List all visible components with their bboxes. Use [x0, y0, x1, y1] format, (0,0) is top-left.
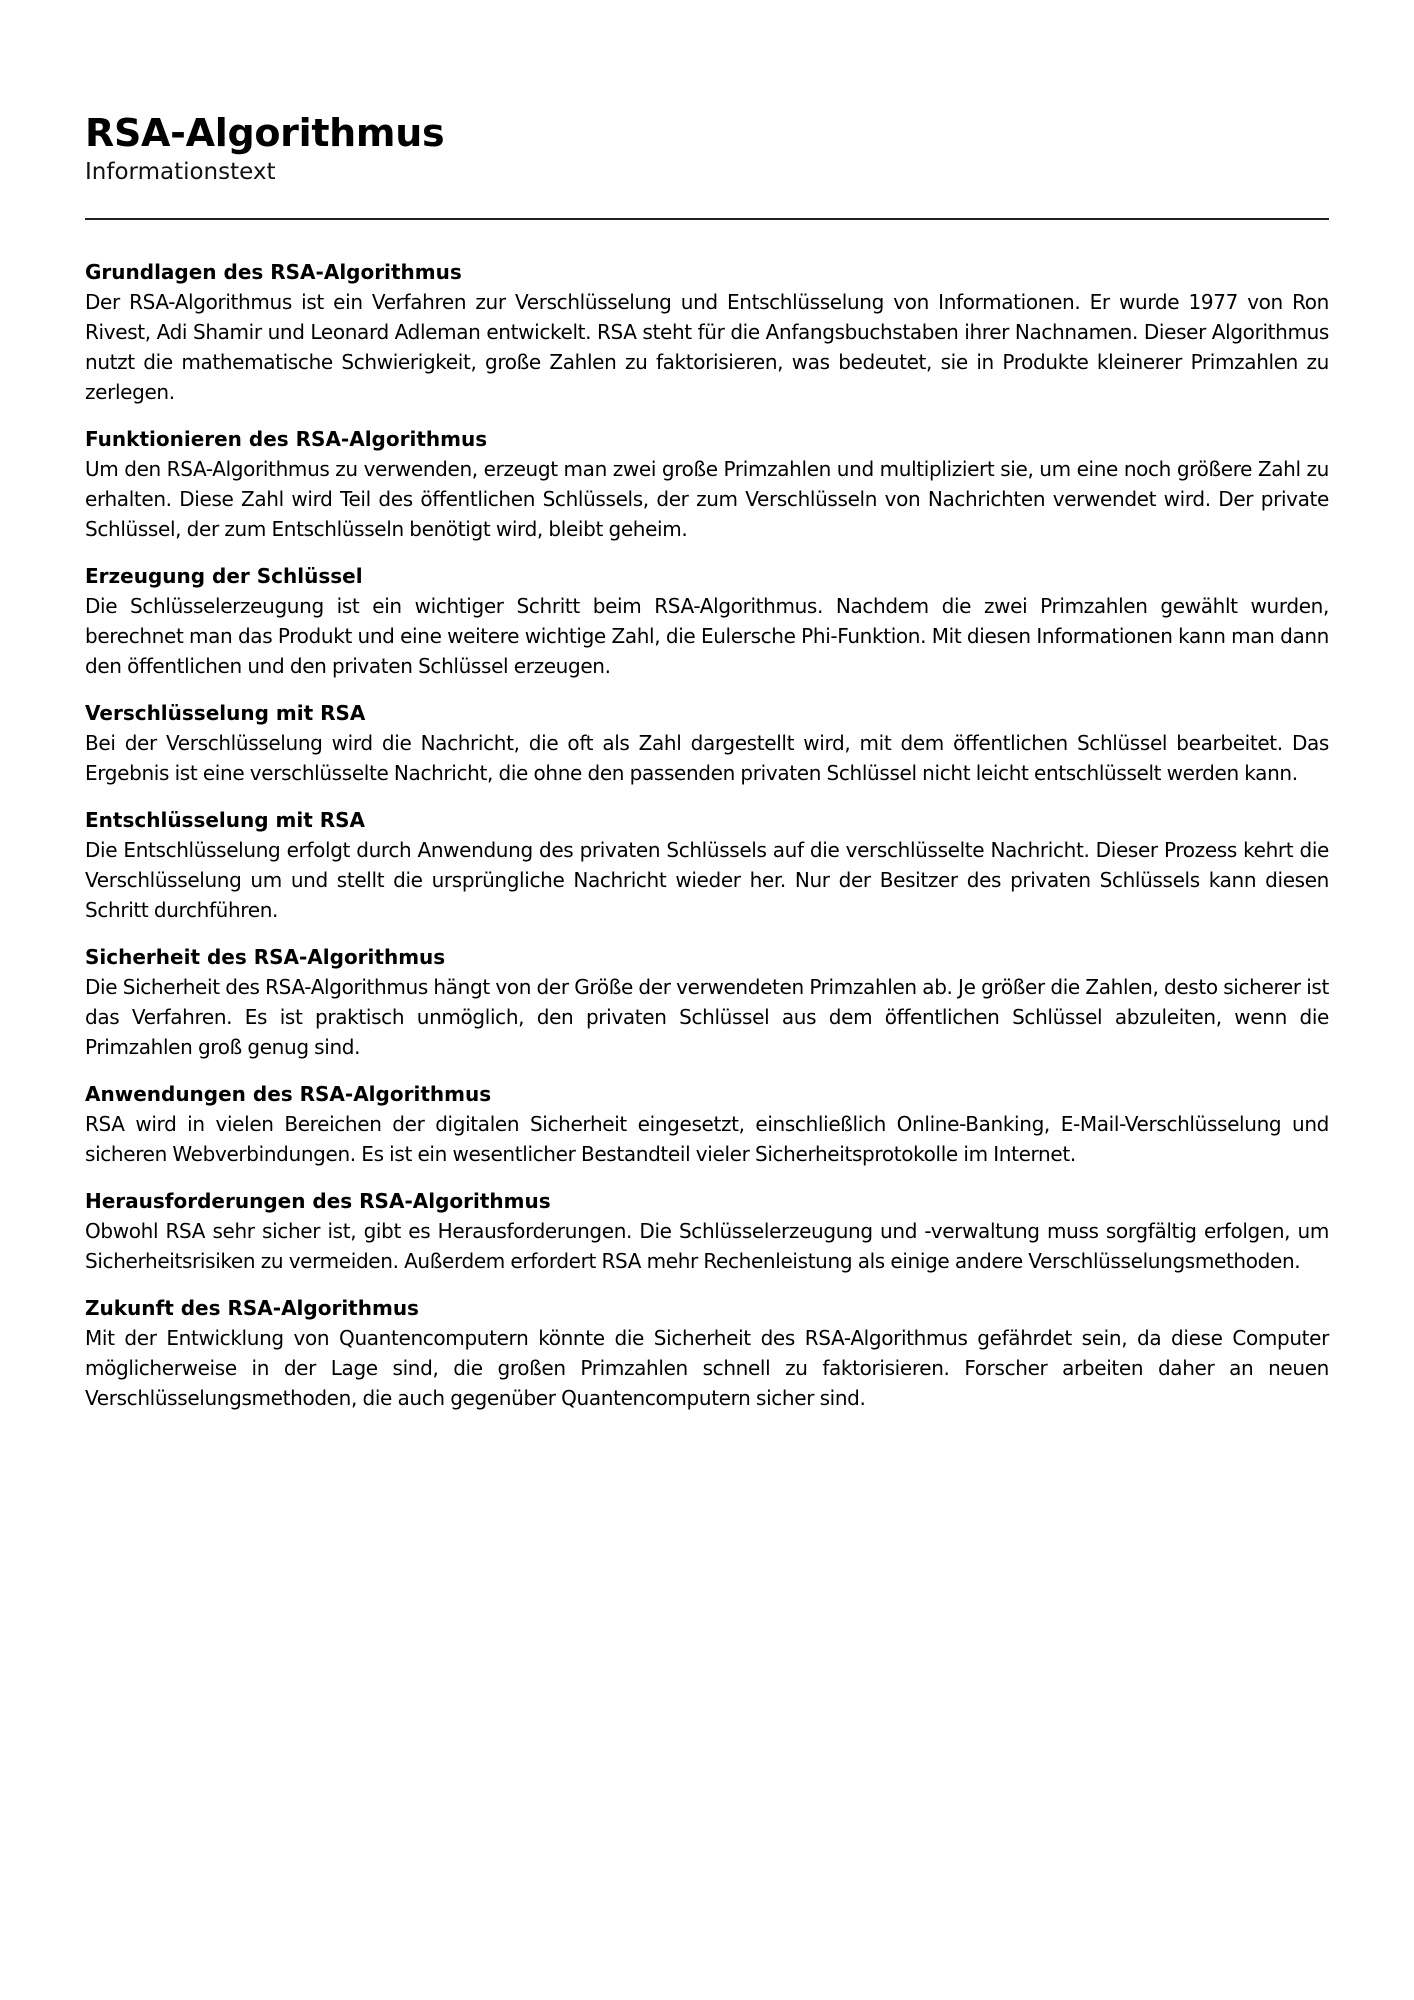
section-herausforderungen	[85, 1187, 1329, 1276]
document-page	[85, 110, 1329, 1431]
document-title: RSA-Algorithmus	[85, 111, 445, 155]
section-heading: Funktionieren des RSA-Algorithmus	[85, 427, 488, 451]
section-body: Die Schlüsselerzeugung ist ein wichtiger Schritt beim RSA-Algorithmus. Nachdem die zwei Primzahlen gewählt wurden, berechnet man das Produkt und eine weitere wichtige Zahl, die Eulersche Phi-Funktion. Mit diesen Informationen kann man dann den öffentlichen und den privaten Schlüssel erzeugen.	[85, 594, 1329, 678]
section-funktionieren	[85, 425, 1329, 544]
section-verschluesselung	[85, 699, 1329, 788]
section-anwendungen	[85, 1080, 1329, 1169]
header-divider	[85, 218, 1329, 220]
section-heading: Verschlüsselung mit RSA	[85, 701, 366, 725]
section-erzeugung	[85, 562, 1329, 681]
section-body: Mit der Entwicklung von Quantencomputern könnte die Sicherheit des RSA-Algorithmus gefährdet sein, da diese Computer möglicherweise in der Lage sind, die großen Primzahlen schnell zu faktorisieren. Forscher arbeiten daher an neuen Verschlüsselungsmethoden, die auch gegenüber Quantencomputern sicher sind.	[85, 1326, 1329, 1410]
section-grundlagen	[85, 258, 1329, 407]
section-zukunft	[85, 1294, 1329, 1413]
section-heading: Grundlagen des RSA-Algorithmus	[85, 260, 462, 284]
section-heading: Erzeugung der Schlüssel	[85, 564, 363, 588]
section-sicherheit	[85, 943, 1329, 1062]
section-heading: Herausforderungen des RSA-Algorithmus	[85, 1189, 551, 1213]
document-content	[85, 258, 1329, 1413]
section-body: Obwohl RSA sehr sicher ist, gibt es Herausforderungen. Die Schlüsselerzeugung und -verwaltung muss sorgfältig erfolgen, um Sicherheitsrisiken zu vermeiden. Außerdem erfordert RSA mehr Rechenleistung als einige andere Verschlüsselungsmethoden.	[85, 1219, 1329, 1273]
section-heading: Sicherheit des RSA-Algorithmus	[85, 945, 446, 969]
section-body: Die Sicherheit des RSA-Algorithmus hängt von der Größe der verwendeten Primzahlen ab. Je größer die Zahlen, desto sicherer ist das Verfahren. Es ist praktisch unmöglich, den privaten Schlüssel aus dem öffentlichen Schlüssel abzuleiten, wenn die Primzahlen groß genug sind.	[85, 975, 1329, 1059]
document-subtitle: Informationstext	[85, 159, 276, 185]
section-entschluesselung	[85, 806, 1329, 925]
section-heading: Anwendungen des RSA-Algorithmus	[85, 1082, 492, 1106]
section-body: Bei der Verschlüsselung wird die Nachricht, die oft als Zahl dargestellt wird, mit dem öffentlichen Schlüssel bearbeitet. Das Ergebnis ist eine verschlüsselte Nachricht, die ohne den passenden privaten Schlüssel nicht leicht entschlüsselt werden kann.	[85, 731, 1329, 785]
section-body: Der RSA-Algorithmus ist ein Verfahren zur Verschlüsselung und Entschlüsselung von Informationen. Er wurde 1977 von Ron Rivest, Adi Shamir und Leonard Adleman entwickelt. RSA steht für die Anfangsbuchstaben ihrer Nachnamen. Dieser Algorithmus nutzt die mathematische Schwierigkeit, große Zahlen zu faktorisieren, was bedeutet, sie in Produkte kleinerer Primzahlen zu zerlegen.	[85, 290, 1329, 404]
section-heading: Zukunft des RSA-Algorithmus	[85, 1296, 419, 1320]
section-body: Die Entschlüsselung erfolgt durch Anwendung des privaten Schlüssels auf die verschlüsselte Nachricht. Dieser Prozess kehrt die Verschlüsselung um und stellt die ursprüngliche Nachricht wieder her. Nur der Besitzer des privaten Schlüssels kann diesen Schritt durchführen.	[85, 838, 1329, 922]
section-heading: Entschlüsselung mit RSA	[85, 808, 366, 832]
section-body: RSA wird in vielen Bereichen der digitalen Sicherheit eingesetzt, einschließlich Online-Banking, E-Mail-Verschlüsselung und sicheren Webverbindungen. Es ist ein wesentlicher Bestandteil vieler Sicherheitsprotokolle im Internet.	[85, 1112, 1329, 1166]
section-body: Um den RSA-Algorithmus zu verwenden, erzeugt man zwei große Primzahlen und multipliziert sie, um eine noch größere Zahl zu erhalten. Diese Zahl wird Teil des öffentlichen Schlüssels, der zum Verschlüsseln von Nachrichten verwendet wird. Der private Schlüssel, der zum Entschlüsseln benötigt wird, bleibt geheim.	[85, 457, 1329, 541]
